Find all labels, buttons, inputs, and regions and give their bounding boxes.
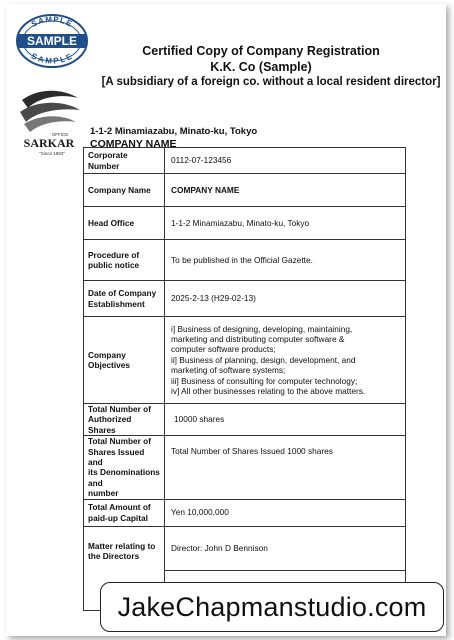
row-establishment [84, 281, 406, 317]
label-paid-up-capital-1: Total Amount of [88, 502, 151, 513]
row-issued-shares [84, 436, 406, 499]
objective-line: i] Business of designing, developing, maintaining, [171, 323, 353, 334]
label-corporate-number-2: Number [88, 160, 120, 171]
label-public-notice-1: Procedure of [88, 249, 140, 260]
watermark-text: JakeChapmanstudio.com [117, 592, 427, 622]
value-head-office: 1-1-2 Minamiazabu, Minato-ku, Tokyo [165, 207, 406, 240]
value-establishment: 2025-2-13 (H29-02-13) [165, 281, 406, 317]
logo-office-label: OFFICE [51, 132, 69, 137]
value-paid-up-capital: Yen 10,000,000 [165, 499, 406, 526]
objective-line: computer software products; [171, 344, 276, 355]
stamp-bottom-text: SAMPLE [29, 51, 75, 66]
company-address: 1-1-2 Minamiazabu, Minato-ku, Tokyo [90, 126, 258, 137]
row-head-office [84, 207, 406, 240]
logo-since: "Since 1993" [39, 151, 65, 156]
value-company-name: COMPANY NAME [165, 174, 406, 207]
objective-line: marketing and distributing computer software & [171, 333, 345, 344]
label-directors-2: the Directors [88, 551, 140, 562]
label-issued-shares-3: its Denominations [88, 467, 160, 478]
value-objectives [165, 317, 406, 404]
label-objectives-2: Objectives [88, 360, 130, 370]
document-page [6, 4, 446, 636]
document-note: [A subsidiary of a foreign co. without a local resident director] [101, 76, 441, 88]
sample-stamp [14, 12, 90, 70]
row-directors [84, 526, 406, 570]
sarkar-office-logo [18, 86, 82, 158]
label-issued-shares-1: Total Number of [88, 436, 151, 447]
objective-line: iii] Business of consulting for computer technology; [171, 375, 358, 386]
label-company-name: Company Name [84, 174, 165, 207]
objective-line: iv] All other businesses relating to the above matters. [171, 386, 366, 397]
label-issued-shares-2: Shares Issued and [88, 446, 145, 468]
label-authorized-shares-1: Total Number of [88, 404, 151, 414]
logo-brand: SARKAR [23, 136, 75, 150]
label-establishment-2: Establishment [88, 298, 145, 309]
row-authorized-shares [84, 404, 406, 436]
label-public-notice-2: public notice [88, 260, 140, 270]
label-authorized-shares-2: Authorized Shares [88, 414, 132, 435]
objective-line: ii] Business of planning, design, development, and [171, 354, 356, 365]
objective-line: marketing of software systems; [171, 365, 286, 376]
document-subtitle: K.K. Co (Sample) [210, 60, 312, 74]
label-objectives-1: Company [88, 349, 126, 360]
row-public-notice [84, 240, 406, 281]
label-issued-shares-4: and [88, 477, 103, 488]
value-authorized-shares: 10000 shares [165, 404, 406, 436]
value-corporate-number: 0112-07-123456 [165, 148, 406, 174]
label-issued-shares-5: number [88, 488, 119, 499]
value-director-1: Director: John D Bennison [165, 526, 406, 570]
row-corporate-number [84, 148, 406, 174]
row-objectives [84, 317, 406, 404]
company-name-heading: COMPANY NAME [90, 138, 177, 150]
label-paid-up-capital-2: paid-up Capital [88, 512, 148, 523]
label-head-office: Head Office [84, 207, 165, 240]
registry-table [83, 147, 406, 611]
row-company-name [84, 174, 406, 207]
stamp-main-text: SAMPLE [26, 34, 78, 48]
label-corporate-number-1: Corporate [88, 150, 128, 161]
stamp-top-text: SAMPLE [29, 14, 75, 29]
value-public-notice: To be published in the Official Gazette. [165, 240, 406, 281]
value-issued-shares: Total Number of Shares Issued 1000 shares [165, 436, 406, 499]
label-establishment-1: Date of Company [88, 288, 157, 299]
watermark-banner [100, 582, 444, 632]
label-directors-1: Matter relating to [88, 540, 156, 551]
row-paid-up-capital [84, 499, 406, 526]
document-title: Certified Copy of Company Registration [142, 44, 380, 58]
